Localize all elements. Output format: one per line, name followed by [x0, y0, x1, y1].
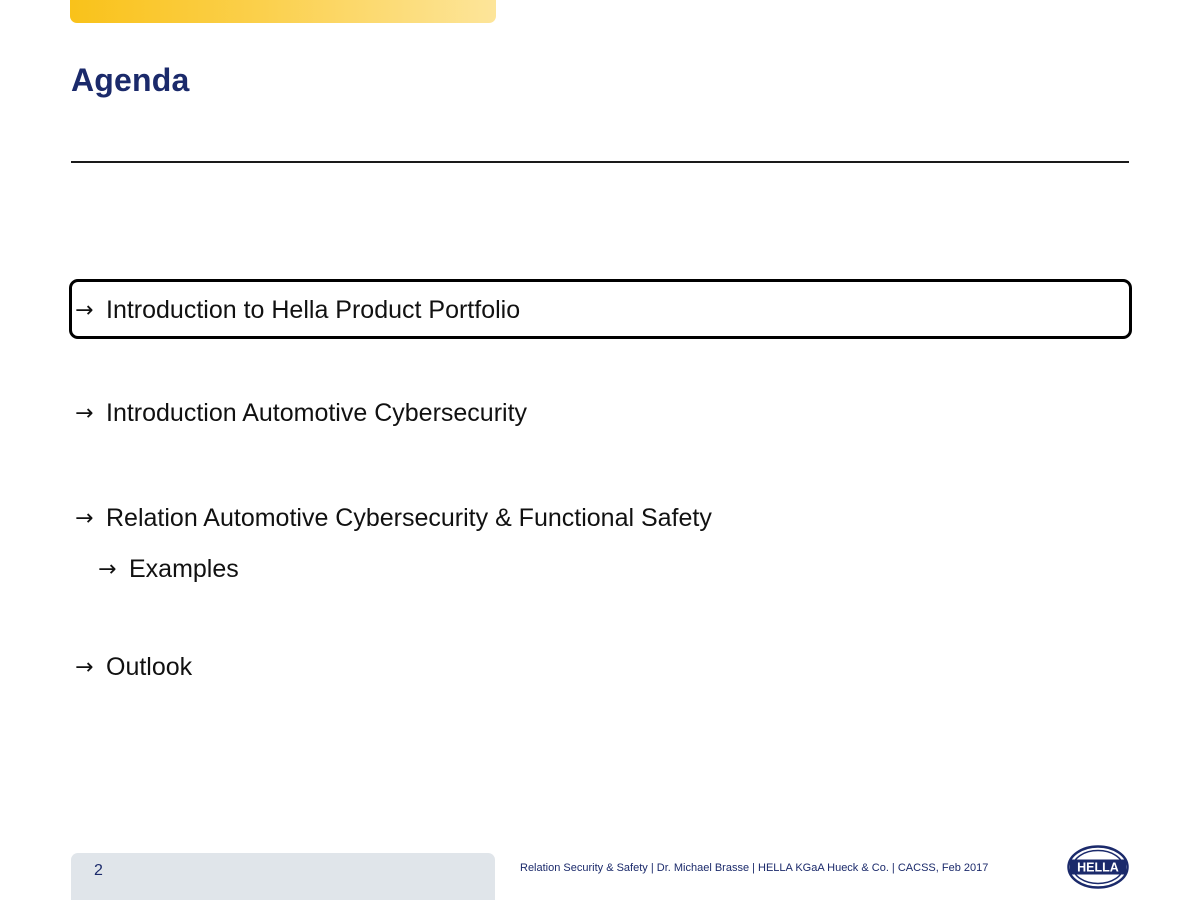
- agenda-item-relation-safety: [71, 504, 712, 533]
- arrow-right-icon: →: [75, 401, 94, 426]
- agenda-item-label: Introduction Automotive Cybersecurity: [106, 399, 528, 427]
- footer-panel: [71, 853, 495, 900]
- page-number: 2: [94, 862, 103, 879]
- agenda-item-label: Outlook: [106, 653, 193, 681]
- agenda-item-label: Examples: [129, 555, 239, 583]
- agenda-item-product-portfolio: [71, 296, 520, 325]
- top-accent-bar: [70, 0, 496, 23]
- footer-caption: Relation Security & Safety | Dr. Michael Brasse | HELLA KGaA Hueck & Co. | CACSS, Feb 2017: [520, 862, 989, 874]
- arrow-right-icon: →: [98, 557, 117, 582]
- agenda-subitem-examples: [94, 555, 239, 584]
- agenda-item-label: Introduction to Hella Product Portfolio: [106, 296, 521, 324]
- arrow-right-icon: →: [75, 298, 94, 323]
- arrow-right-icon: →: [75, 506, 94, 531]
- hella-logo-icon: [1067, 845, 1129, 889]
- agenda-item-outlook: [71, 653, 192, 682]
- arrow-right-icon: →: [75, 655, 94, 680]
- logo-text: HELLA: [1077, 860, 1119, 875]
- agenda-item-cybersecurity: [71, 399, 527, 428]
- agenda-item-label: Relation Automotive Cybersecurity & Functional Safety: [106, 504, 712, 532]
- title-divider: [71, 161, 1129, 163]
- page-title: Agenda: [71, 62, 190, 98]
